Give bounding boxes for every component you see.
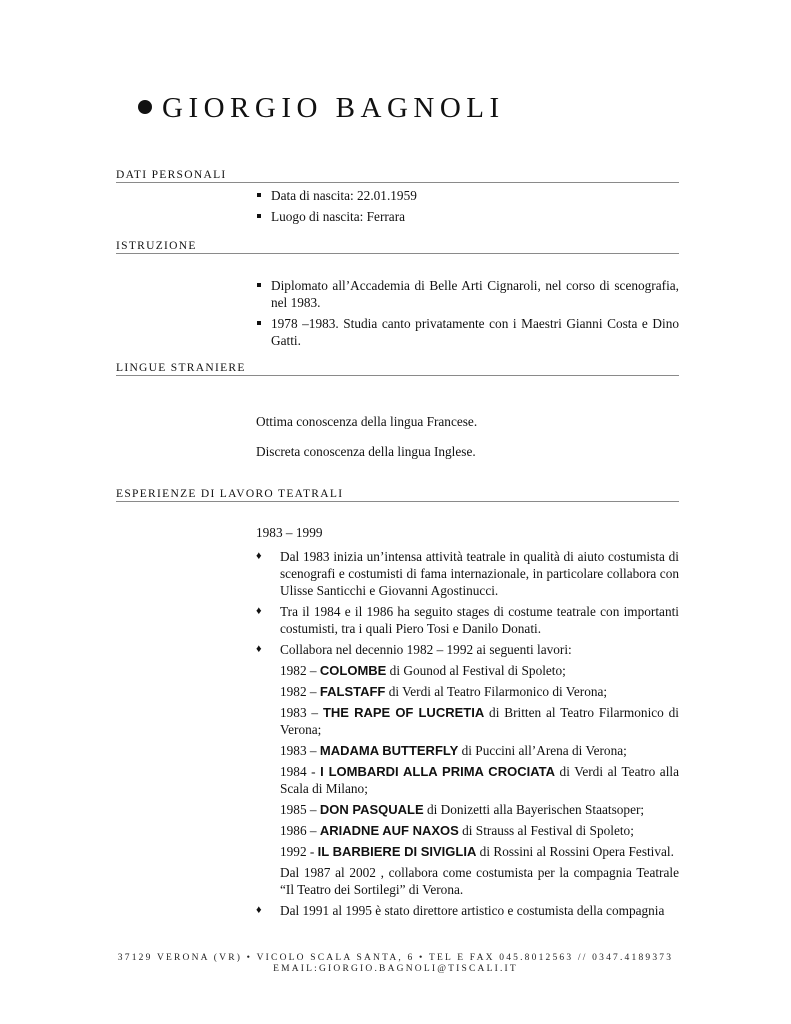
bullet-icon: [138, 100, 152, 114]
work-year: 1983 –: [280, 743, 320, 758]
work-details: di Strauss al Festival di Spoleto;: [458, 823, 634, 838]
language-english: Discreta conoscenza della lingua Inglese.: [256, 444, 476, 459]
work-entry: [280, 822, 679, 839]
languages-block: [256, 413, 679, 473]
section-personal-heading: DATI PERSONALI: [116, 169, 679, 183]
work-year: 1984 -: [280, 764, 321, 779]
experience-block: [256, 524, 679, 923]
work-year: 1986 –: [280, 823, 320, 838]
birth-place: Luogo di nascita: Ferrara: [256, 208, 679, 225]
footer-address: 37129 VERONA (VR) • VICOLO SCALA SANTA, 6 • TEL E FAX 045.8012563 // 0347.4189373: [117, 953, 674, 963]
experience-item: ♦ Dal 1991 al 1995 è stato direttore artistico e costumista della compagnia: [256, 902, 679, 919]
work-year: 1982 –: [280, 663, 320, 678]
works-list: [280, 662, 679, 860]
work-details: di Verdi al Teatro alla Scala di Milano;: [280, 764, 680, 796]
work-entry: [280, 704, 679, 738]
education-item: 1978 –1983. Studia canto privatamente con i Maestri Gianni Costa e Dino Gatti.: [256, 315, 679, 349]
work-title: MADAMA BUTTERFLY: [319, 743, 459, 758]
work-entry: [280, 763, 679, 797]
work-title: THE RAPE OF LUCRETIA: [322, 705, 485, 720]
experience-period: 1983 – 1999: [256, 525, 323, 540]
education-item: Diplomato all’Accademia di Belle Arti Cignaroli, nel corso di scenografia, nel 1983.: [256, 277, 679, 311]
work-title: ARIADNE AUF NAXOS: [319, 823, 459, 838]
collaboration-note: Dal 1987 al 2002 , collabora come costumista per la compagnia Teatrale “Il Teatro dei Sortilegi” di Verona.: [280, 865, 679, 897]
work-entry: [280, 843, 679, 860]
section-education-heading: ISTRUZIONE: [116, 240, 679, 254]
birth-date: Data di nascita: 22.01.1959: [256, 187, 679, 204]
work-details: di Puccini all’Arena di Verona;: [458, 743, 627, 758]
work-details: di Britten al Teatro Filarmonico di Verona;: [280, 705, 680, 737]
experience-item: ♦ Dal 1983 inizia un’intensa attività teatrale in qualità di aiuto costumista di scenografi e costumisti di fama internazionale, in particolare collabora con Ulisse Santicchi e Giovanni Agostinucci.: [256, 548, 679, 599]
work-entry: [280, 801, 679, 818]
work-details: di Gounod al Festival di Spoleto;: [386, 663, 566, 678]
work-entry: [280, 683, 679, 700]
footer-email: EMAIL:GIORGIO.BAGNOLI@TISCALI.IT: [273, 964, 518, 974]
work-entry: [280, 742, 679, 759]
work-details: di Donizetti alla Bayerischen Staatsoper;: [423, 802, 645, 817]
language-french: Ottima conoscenza della lingua Francese.: [256, 414, 478, 429]
experience-item-works: [256, 641, 679, 898]
name-heading: [138, 92, 505, 125]
education-list: [256, 277, 679, 353]
work-details: di Verdi al Teatro Filarmonico di Verona;: [385, 684, 608, 699]
works-intro: ♦ Collabora nel decennio 1982 – 1992 ai seguenti lavori:: [280, 642, 572, 657]
work-details: di Rossini al Rossini Opera Festival.: [476, 844, 674, 859]
work-title: IL BARBIERE DI SIVIGLIA: [317, 844, 477, 859]
work-entry: [280, 662, 679, 679]
work-title: FALSTAFF: [319, 684, 386, 699]
name-text: GIORGIO BAGNOLI: [162, 92, 505, 124]
work-year: 1983 –: [280, 705, 323, 720]
work-year: 1985 –: [280, 802, 320, 817]
work-year: 1992 -: [280, 844, 318, 859]
section-languages-heading: LINGUE STRANIERE: [116, 362, 679, 376]
section-experience-heading: ESPERIENZE DI LAVORO TEATRALI: [116, 488, 679, 502]
work-title: COLOMBE: [319, 663, 387, 678]
work-year: 1982 –: [280, 684, 320, 699]
work-title: I LOMBARDI ALLA PRIMA CROCIATA: [320, 764, 555, 779]
work-title: DON PASQUALE: [319, 802, 424, 817]
experience-item: ♦ Tra il 1984 e il 1986 ha seguito stages di costume teatrale con importanti costumisti, tra i quali Piero Tosi e Danilo Donati.: [256, 603, 679, 637]
personal-details: [256, 187, 679, 229]
